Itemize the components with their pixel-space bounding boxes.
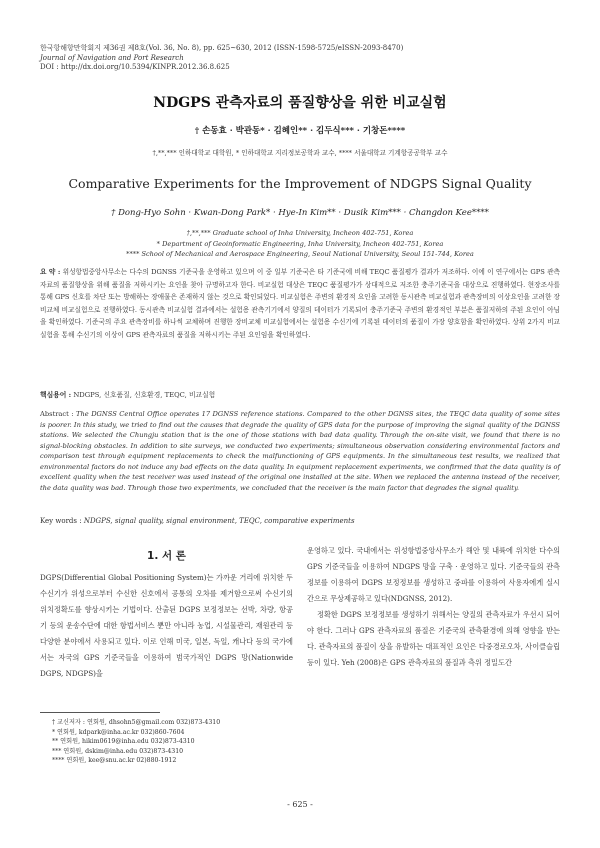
body-paragraph: DGPS(Differential Global Positioning System)는 가까운 거리에 위치한 두 수신기가 위성으로부터 수신한 신호에서 공통의 오차를 제거함으로써 수신기의 위치정확도를 향상시키는 기법이다. 산출된 DGPS 보정정보는 선박, 차량, 항공기 등의 운송수단에 대한 항법서비스 뿐만 아니라 농업, 시설물관리, 재원관리 등 다양한 분야에서 사용되고 있다. 이로 인해 미국, 일본, 독일, 캐나다 등의 국가에서는 자국의 GPS 기준국들을 이용하여 범국가적인 DGPS 망(Nationwide DGPS, NDGPS)을 [40, 573, 293, 678]
keywords-en [40, 517, 560, 525]
affiliation-en-line: **** School of Mechanical and Aerospace Engineering, Seoul National University, Seoul 151-744, Korea [126, 250, 474, 258]
abstract-ko-text: 위성항법중앙사무소는 다수의 DGNSS 기준국을 운영하고 있으며 이 중 일부 기준국은 타 기준국에 비해 TEQC 품질평가 결과가 저조하다. 이에 이 연구에서는 GPS 관측자료의 품질향상을 위해 품질을 저하시키는 요인을 찾아 규명하고자 한다. 비교실험 대상은 TEQC 품질평가가 상대적으로 저조한 충주기준국을 대상으로 진행하였다. 현장조사를 통해 GPS 신호를 차단 또는 방해하는 장애물은 존재하지 않는 것으로 확인되었다. 비교실험은 주변의 환경적 요인을 고려한 동시관측 비교실험과 관측장비의 이상요인을 고려한 장비교체 비교실험으로 진행하였다. 동시관측 비교실험 결과에서는 설험용 관측기기에서 양질의 데이터가 기록되어 충주기준국 주변의 환경적인 부분은 품질저하의 주된 요인이 아님을 확인하였다. 기준국의 주요 관측장비를 하나씩 교체하며 진행한 장비교체 비교실험에서는 설험용 수신기에 기록된 데이터의 품질이 가장 양호함을 확인하였다. 상위 2가지 비교실험을 통해 수신기의 이상이 GPS 관측자료의 품질을 저하시키는 주된 요인임을 확인하였다. [40, 268, 560, 339]
keywords-ko-text: NDGPS, 신호품질, 신호환경, TEQC, 비교실험 [73, 391, 216, 399]
affiliation-en-line: †,**,*** Graduate school of Inha University, Incheon 402-751, Korea [186, 229, 414, 237]
abstract-ko-label: 요 약 : [40, 268, 61, 276]
paper-title-en: Comparative Experiments for the Improvement of NDGPS Signal Quality [68, 176, 532, 191]
abstract-en-text: The DGNSS Central Office operates 17 DGNSS reference stations. Compared to the other DGNSS sites, the TEQC data quality of some sites is poorer. In this study, we tried to find out the causes that degrade the quality of GPS data for the purpose of improving the signal quality of the DGNSS stations. We selected the Chungju station that is the one of those stations with bad data quality. Through the on-site visit, we found that there is no signal-blocking obstacles. In addition to site surveys, we conducted two experiments; simultaneous observation considering environmental factors and comparison test through equipment replacements to check the malfunctioning of GPS equipments. In the simultaneous test results, we realized that environmental factors do not induce any bad effects on the data quality. In equipment replacement experiments, we confirmed that the data quality is of excellent quality when the test receiver was used instead of the original one installed at the site. When we replaced the antenna instead of the receiver, the data quality was bad. Through those two experiments, we concluded that the receiver is the main factor that degrades the signal quality. [40, 410, 560, 492]
footnote: *** 연회원, dskim@inha.edu 032)873-4310 [52, 747, 184, 755]
footnote: ** 연회원, hikim0619@inha.edu 032)873-4310 [52, 738, 195, 746]
footnotes [52, 718, 220, 766]
affiliation-ko: †,**,*** 인하대학교 대학원, * 인하대학교 지리정보공학과 교수, **** 서울대학교 기계항공공학부 교수 [152, 149, 448, 157]
keywords-en-text: NDGPS, signal quality, signal environment, TEQC, comparative experiments [83, 517, 355, 525]
paper-title-ko: NDGPS 관측자료의 품질향상을 위한 비교실험 [153, 95, 447, 111]
keywords-en-label: Key words : [40, 517, 82, 525]
journal-header [40, 44, 560, 73]
affiliation-en [0, 228, 600, 260]
section-heading-introduction: 1. 서 론 [147, 550, 186, 562]
abstract-ko [40, 266, 560, 341]
body-paragraph: 정확한 DGPS 보정정보를 생성하기 위해서는 양질의 관측자료가 우선시 되어야 한다. 그러나 GPS 관측자료의 품질은 기준국의 관측환경에 의해 영향을 받는다. 관측자료의 품질이 상을 유발하는 대표적인 요인은 다중경로오차, 사이클슬립 등이 있다. Yeh (2008)은 GPS 관측자료의 품질과 측위 정밀도간 [307, 610, 560, 667]
keywords-ko [40, 389, 560, 399]
footnote: **** 연회원, kee@snu.ac.kr 02)880-1912 [52, 757, 177, 765]
footnote-divider [40, 712, 160, 713]
body-column-right [307, 543, 560, 671]
authors-ko: † 손동효 · 박관동* · 김혜인** · 김두식*** · 기창돈**** [194, 126, 406, 136]
abstract-en [40, 409, 560, 493]
journal-name-en: Journal of Navigation and Port Research [40, 53, 184, 62]
footnote: * 연회원, kdpark@inha.ac.kr 032)860-7604 [52, 728, 185, 736]
body-paragraph: 운영하고 있다. 국내에서는 위성항법중앙사무소가 해안 및 내륙에 위치한 다수의 GPS 기준국들을 이용하여 NDGPS 망을 구축 · 운영하고 있다. 기준국들의 관측정보를 이용하여 DGPS 보정정보를 생성하고 중파를 이용하여 사용자에게 실시간으로 무상제공하고 있다(NDGNSS, 2012). [307, 546, 560, 603]
footnote: † 교신저자 : 연회원, dhsohn5@gmail.com 032)873-4310 [52, 719, 221, 726]
abstract-en-label: Abstract : [40, 410, 74, 418]
body-column-left [40, 570, 293, 682]
keywords-ko-label: 핵심용어 : [40, 391, 72, 399]
doi: DOI : http://dx.doi.org/10.5394/KINPR.2012.36.8.625 [40, 63, 230, 71]
authors-en: † Dong-Hyo Sohn · Kwan-Dong Park* · Hye-In Kim** · Dusik Kim*** · Changdon Kee**** [111, 208, 489, 218]
page-number: - 625 - [287, 800, 313, 809]
affiliation-en-line: * Department of Geoinformatic Engineering, Inha University, Incheon 402-751, Korea [156, 239, 444, 248]
journal-citation: 한국항해항만학회지 제36권 제8호(Vol. 36, No. 8), pp. 625~630, 2012 (ISSN-1598-5725/eISSN-2093-8470) [40, 44, 404, 52]
